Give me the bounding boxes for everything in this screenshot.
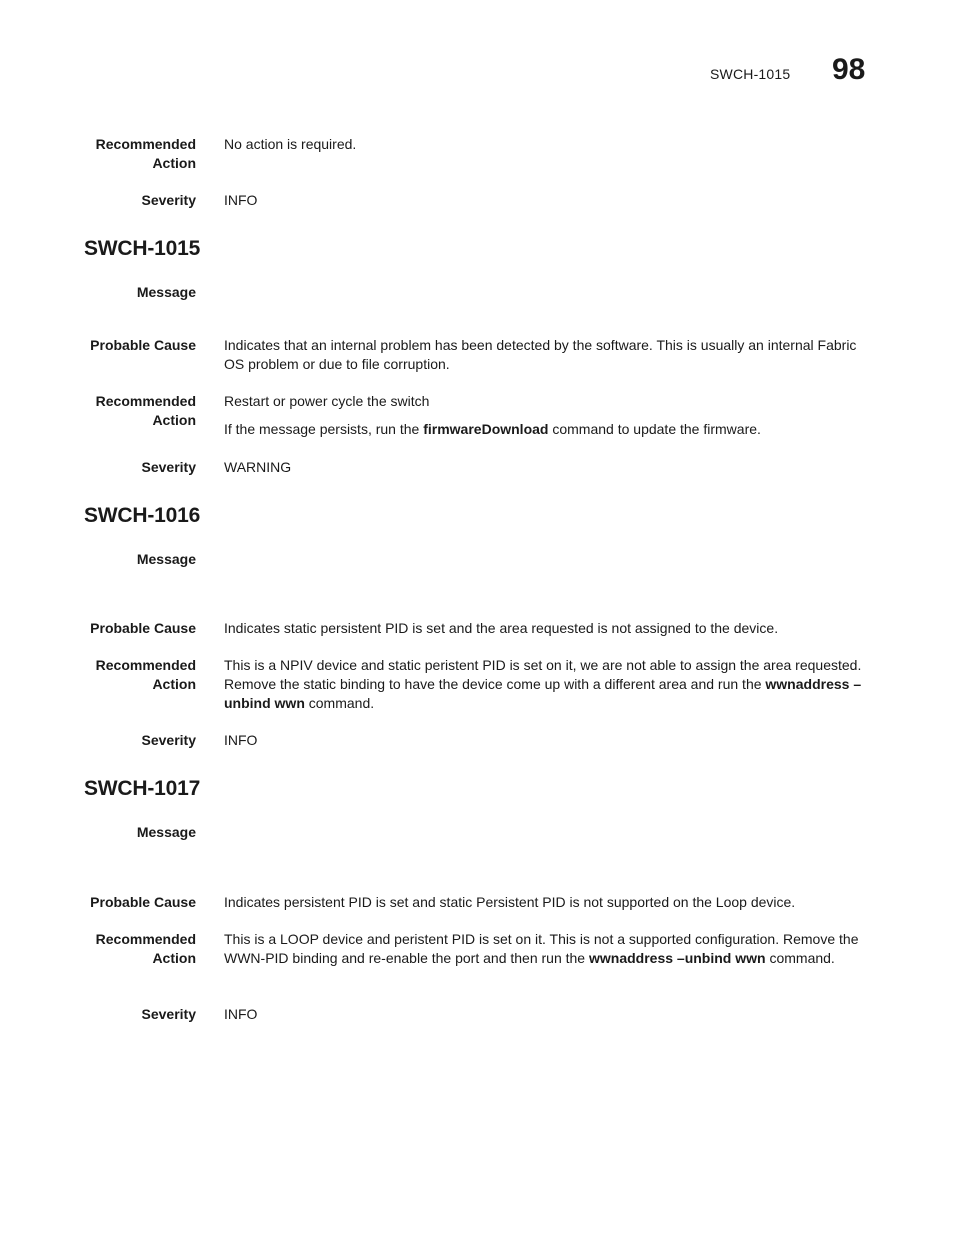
command-name: wwnaddress –unbind wwn [224,676,862,711]
command-name: firmwareDownload [423,421,549,437]
probable-cause-text: Indicates that an internal problem has been detected by the software. This is usually an internal Fabric OS problem or due to file corruption. [224,337,857,372]
message-label: Message [136,824,196,840]
label-line: Action [152,676,196,692]
message-title-swch-1015: SWCH-1015 [84,237,201,260]
label-line: Recommended [95,393,196,409]
chapter-number: 98 [832,53,866,86]
label-line: Action [152,155,196,171]
severity-label: Severity [141,459,196,475]
severity-label: Severity [141,732,196,748]
message-label: Message [136,551,196,567]
probable-cause-label: Probable Cause [90,337,196,353]
label-line: Action [152,412,196,428]
severity-value: WARNING [224,459,292,475]
action-text: command. [765,950,835,966]
action-line: Restart or power cycle the switch [224,393,430,409]
recommended-action-label [56,930,196,968]
command-name: wwnaddress –unbind wwn [588,950,766,966]
label-line: Recommended [95,657,196,673]
label-line: Recommended [95,136,196,152]
probable-cause-label: Probable Cause [90,620,196,636]
probable-cause-text: Indicates persistent PID is set and static Persistent PID is not supported on the Loop device. [224,894,796,910]
severity-label: Severity [141,192,196,208]
action-line [224,420,872,439]
recommended-action-text: No action is required. [224,136,357,152]
label-line: Recommended [95,931,196,947]
recommended-action-text [224,656,872,713]
message-title-swch-1017: SWCH-1017 [84,777,201,800]
recommended-action-text [224,392,872,439]
label-line: Action [152,950,196,966]
action-text: command. [304,695,375,711]
severity-value: INFO [224,732,258,748]
recommended-action-label [56,135,196,173]
action-text: This is a NPIV device and static peristent PID is set on it, we are not able to assign the area requested. Remove the static binding to have the device come up with a different area and run the [224,657,862,692]
action-text: If the message persists, run the [224,421,424,437]
severity-label: Severity [141,1006,196,1022]
running-header-section: SWCH-1015 [710,66,791,82]
severity-value: INFO [224,1006,258,1022]
action-text: This is a LOOP device and peristent PID is set on it. This is not a supported configuration. Remove the WWN-PID binding and re-enable the port and then run the [224,931,859,966]
action-text: command to update the firmware. [548,421,761,437]
recommended-action-text [224,930,872,968]
recommended-action-label [56,656,196,694]
recommended-action-label [56,392,196,430]
message-label: Message [136,284,196,300]
message-title-swch-1016: SWCH-1016 [84,504,201,527]
severity-value: INFO [224,192,258,208]
probable-cause-label: Probable Cause [90,894,196,910]
probable-cause-text: Indicates static persistent PID is set and the area requested is not assigned to the device. [224,620,779,636]
